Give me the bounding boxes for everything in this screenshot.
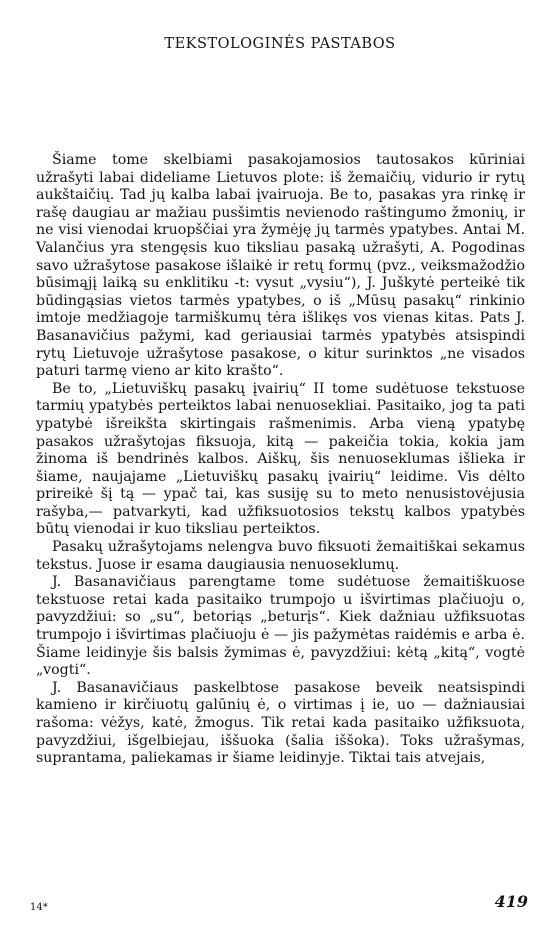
- page-number: 419: [494, 892, 528, 911]
- paragraph: J. Basanavičiaus parengtame tome sudėtuose žemaitiškuose tekstuose retai kada pasitaiko trumpojo u išvirtimas plačiuoju o, pavyzdžiui: so „su“, betoriąs „beturįs“. Kiek dažniau užfiksuotas trumpojo i išvirtimas plačiuoju ė — jis pažymėtas raidėmis e arba ė. Šiame leidinyje šis balsis žymimas ė, pavyzdžiui: kėtą „kitą“, vogtė „vogti“.: [36, 574, 525, 679]
- paragraph: J. Basanavičiaus paskelbtose pasakose beveik neatsispindi kamieno ir kirčiuotų galūnių ė, o virtimas į ie, uo — dažniausiai rašoma: vėžys, katė, žmogus. Tik retai kada pasitaiko užfiksuota, pavyzdžiui, išgelbiejau, iššuoka (šalia iššoka). Toks užrašymas, suprantama, paliekamas ir šiame leidinyje. Tiktai tais atvejais,: [36, 679, 525, 767]
- signature-mark: 14*: [30, 902, 48, 913]
- body-text: [36, 152, 525, 768]
- paragraph: Šiame tome skelbiami pasakojamosios tautosakos kūriniai užrašyti labai dideliame Lietuvos plote: iš žemaičių, vidurio ir rytų aukštaičių. Tad jų kalba labai įvairuoja. Be to, pasakas yra rinkę ir rašę daugiau ar mažiau pusšimtis nevienodo raštingumo žmonių, ir ne visi vienodai kruopščiai yra žymėję jų tarmės ypatybes. Antai M. Valančius yra stengęsis kuo tiksliau pasaką užrašyti, A. Pogodinas savo užrašytose pasakose išlaikė ir retų formų (pvz., veiksmažodžio būsimąjį laiką su enklitiku -t: vysut „vysiu“), J. Juškytė perteikė tik būdingąsias vietos tarmės ypatybes, o iš „Mūsų pasakų“ rinkinio imtoje medžiagoje tarmiškumų tėra išlikęs vos vienas kitas. Pats J. Basanavičius pažymi, kad geriausiai tarmės ypatybės atsispindi rytų Lietuvoje užrašytose pasakose, o kitur surinktos „ne visados paturi tarmę vieno ar kito krašto“.: [36, 152, 525, 380]
- paragraph: Pasakų užrašytojams nelengva buvo fiksuoti žemaitiškai sekamus tekstus. Juose ir esama daugiausia nenuoseklumų.: [36, 539, 525, 573]
- running-head: TEKSTOLOGINĖS PASTABOS: [164, 36, 396, 52]
- paragraph: Be to, „Lietuviškų pasakų įvairių“ II tome sudėtuose tekstuose tarmių ypatybės perteiktos labai nenuosekliai. Pasitaiko, jog ta pati ypatybė išreikšta skirtingais rašmenimis. Arba vieną ypatybę pasakos užrašytojas fiksuoja, kitą — pakeičia tokia, kokia jam žinoma iš bendrinės kalbos. Aiškų, šis nenuoseklumas išlieka ir šiame, naujajame „Lietuviškų pasakų įvairių“ leidime. Vis dėlto prireikė šį tą — ypač tai, kas susiję su to meto nenusistovėjusia rašyba,— patvarkyti, kad užfiksuotosios tekstų kalbos ypatybės būtų vienodai ir kuo tiksliau perteiktos.: [36, 380, 525, 538]
